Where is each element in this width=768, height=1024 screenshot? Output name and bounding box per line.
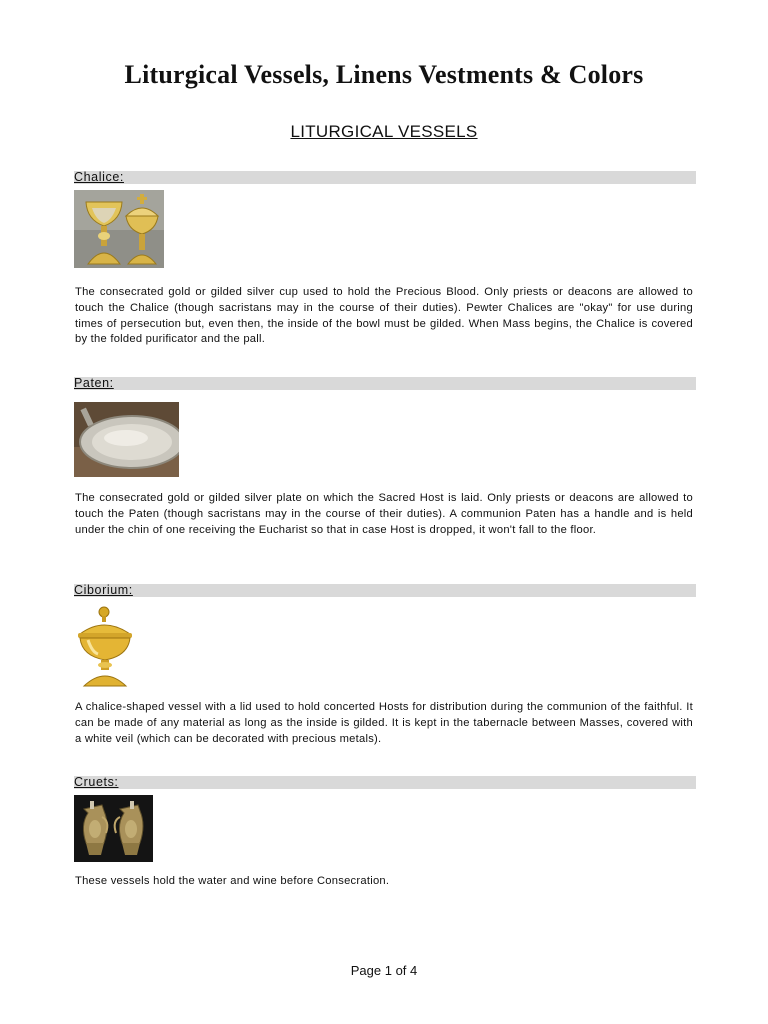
entry-description: These vessels hold the water and wine before Consecration.	[75, 875, 390, 887]
paten-image	[74, 402, 179, 477]
document-title: Liturgical Vessels, Linens Vestments & Colors	[124, 60, 644, 89]
page-number: Page 1 of 4	[350, 963, 418, 978]
entry-heading: Cruets:	[74, 775, 119, 789]
chalice-image	[74, 190, 164, 268]
entry-heading-bar	[74, 584, 696, 597]
cruets-image	[74, 795, 153, 862]
entry-heading-bar	[74, 377, 696, 390]
entry-description: The consecrated gold or gilded silver cup used to hold the Precious Blood. Only priests or deacons are allowed to touch the Chalice (though sacristans may in the course of their duties). Pewter Chalices are "okay" for use during times of persecution but, even then, the inside of the bowl must be gilded. When Mass begins, the Chalice is covered by the folded purificator and the pall.	[75, 286, 693, 346]
entry-description: A chalice-shaped vessel with a lid used to hold concerted Hosts for distribution during the communion of the faithful. It can be made of any material as long as the inside is gilded. It is kept in the tabernacle between Masses, covered with a white veil (which can be decorated with precious metals).	[75, 701, 693, 745]
entry-heading-bar	[74, 171, 696, 184]
entry-heading: Paten:	[74, 376, 114, 390]
entry-heading: Ciborium:	[74, 583, 133, 597]
entry-heading-bar	[74, 776, 696, 789]
entry-description: The consecrated gold or gilded silver plate on which the Sacred Host is laid. Only priests or deacons are allowed to touch the Paten (though sacristans may in the course of their duties). A communion Paten has a handle and is held under the chin of one receiving the Eucharist so that in case Host is dropped, it won't fall to the floor.	[75, 492, 693, 536]
entry-heading: Chalice:	[74, 170, 124, 184]
ciborium-image	[74, 604, 138, 688]
section-heading: LITURGICAL VESSELS	[290, 122, 478, 141]
